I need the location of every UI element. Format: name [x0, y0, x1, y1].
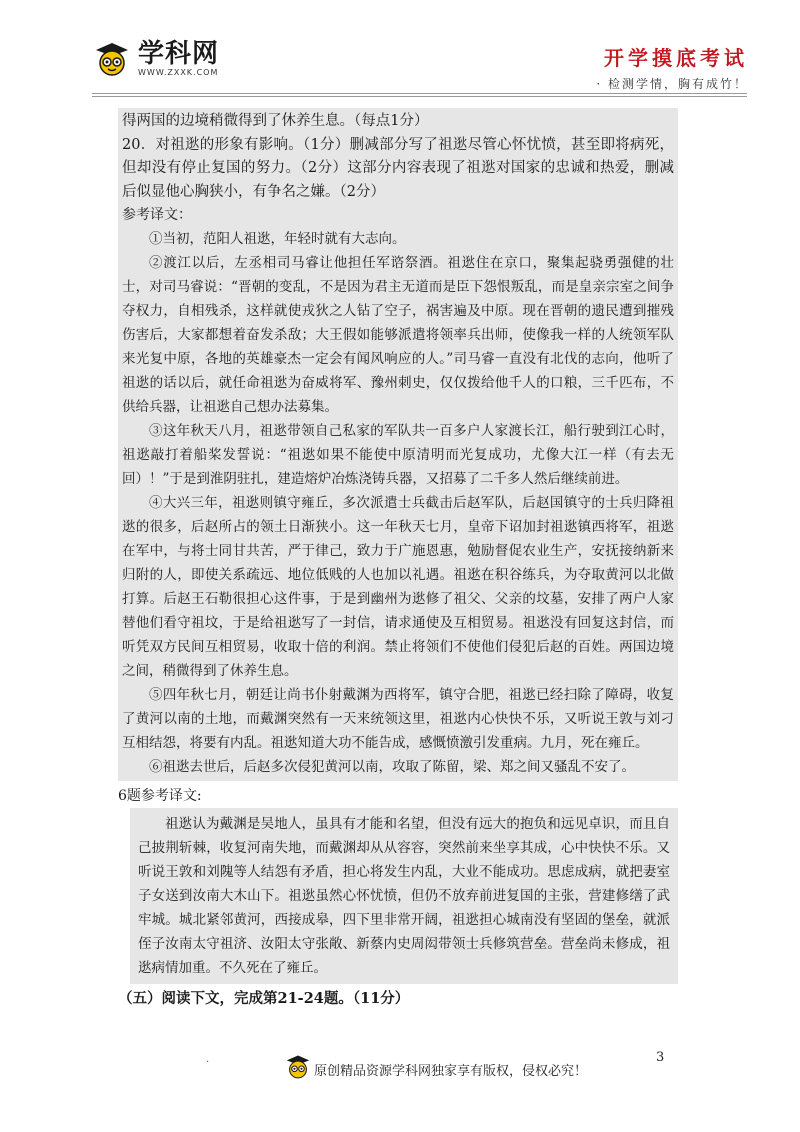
page-header	[0, 0, 800, 100]
copyright-notice: 原创精品资源学科网独家享有版权，侵权必究！	[314, 1064, 588, 1079]
question-6-translation-label: 6题参考译文:	[118, 788, 202, 804]
page-footer	[0, 1044, 800, 1084]
question-6-translation-block	[130, 808, 678, 984]
footer-dot: .	[206, 1054, 210, 1065]
mascot-icon	[284, 1052, 312, 1080]
header-divider	[92, 93, 747, 94]
translation-paragraph: ②渡江以后，左丞相司马睿让他担任军谘祭酒。祖逖住在京口，聚集起骁勇强健的壮士，对司马睿说：“晋朝的变乱，不是因为君主无道而是臣下怨恨叛乱，而是皇亲宗室之间争夺权力，自相残杀，这样就使戎狄之人钻了空子，祸害遍及中原。现在晋朝的遗民遭到摧残伤害后，大家都想着奋发杀敌；大王假如能够派遣将领率兵出师，使像我一样的人统领军队来光复中原，各地的英雄豪杰一定会有闻风响应的人。”司马睿一直没有北伐的志向，他听了祖逖的话以后，就任命祖逖为奋威将军、豫州刺史，仅仅拨给他千人的口粮，三千匹布，不供给兵器，让祖逖自己想办法募集。	[122, 255, 674, 415]
slogan-sub: · 检测学情，胸有成竹！	[596, 77, 748, 91]
translation-paragraph: ①当初，范阳人祖逖，年轻时就有大志向。	[149, 231, 406, 247]
document-body	[118, 108, 678, 1010]
reference-translation-label: 参考译文：	[122, 207, 192, 223]
translation-paragraph: ⑤四年秋七月，朝廷让尚书仆射戴渊为西将军，镇守合肥，祖逖已经扫除了障碍，收复了黄河以南的土地，而戴渊突然有一天来统领这里，祖逖内心快快不乐，又听说王敦与刘刁互相结怨，将要有内乱。祖逖知道大功不能告成，感慨愤激引发重病。九月，死在雍丘。	[122, 687, 674, 751]
section-5-title: （五）阅读下文，完成第21-24题。（11分）	[118, 990, 410, 1007]
site-logo[interactable]	[92, 38, 219, 78]
slogan-main: 开学摸底考试	[604, 46, 748, 70]
answer-line: 得两国的边境稍微得到了休养生息。（每点1分）	[122, 113, 429, 129]
translation-paragraph: ④大兴三年，祖逖则镇守雍丘，多次派遣士兵截击后赵军队，后赵国镇守的士兵归降祖逖的很多，后赵所占的领土日渐狭小。这一年秋天七月，皇帝下诏加封祖逖镇西将军，祖逖在军中，与将士同甘共苦，严于律己，致力于广施恩惠，勉励督促农业生产，安抚接纳新来归附的人，即使关系疏远、地位低贱的人也加以礼遇。祖逖在积谷练兵，为夺取黄河以北做打算。后赵王石勒很担心这件事，于是到幽州为逖修了祖父、父亲的坟墓，安排了两户人家替他们看守祖坟，于是给祖逖写了一封信，请求通使及互相贸易。祖逖没有回复这封信，而听凭双方民间互相贸易，收取十倍的利润。禁止将领们不使他们侵犯后赵的百姓。两国边境之间，稍微得到了休养生息。	[122, 495, 674, 679]
logo-url: WWW.ZXXK.COM	[138, 67, 219, 77]
header-divider-2	[92, 96, 747, 97]
question-20-answer: 20．对祖逖的形象有影响。（1分）删减部分写了祖逖尽管心怀忧愤，甚至即将病死，但却没有停止复国的努力。（2分）这部分内容表现了祖逖对国家的忠诚和热爱，删减后似显他心胸狭小，有争名之嫌。（2分）	[122, 136, 674, 200]
logo-text: 学科网	[138, 38, 220, 69]
page-number: 3	[656, 1050, 665, 1065]
mascot-icon	[92, 38, 132, 78]
translation-paragraph: ⑥祖逖去世后，后赵多次侵犯黄河以南，攻取了陈留，梁、郑之间又骚乱不安了。	[149, 759, 635, 775]
slogan	[596, 42, 748, 92]
translation-paragraph: ③这年秋天八月，祖逖带领自己私家的军队共一百多户人家渡长江，船行驶到江心时，祖逖敲打着船桨发誓说：“祖逖如果不能使中原清明而光复成功，尤像大江一样（有去无回）！”于是到淮阴驻扎，建造熔炉冶炼浇铸兵器，又招募了二千多人然后继续前进。	[122, 423, 674, 487]
question-6-translation: 祖逖认为戴渊是吴地人，虽具有才能和名望，但没有远大的抱负和远见卓识，而且自己披荆斩棘，收复河南失地，而戴渊却从从容容，突然前来坐享其成，心中快快不乐。又听说王敦和刘隗等人结怨有矛盾，担心将发生内乱，大业不能成功。思虑成病，就把妻室子女送到汝南大木山下。祖逖虽然心怀忧愤，但仍不放弃前进复国的主张，营建修缮了武牢城。城北紧邻黄河，西接成皋，四下里非常开阔，祖逖担心城南没有坚固的堡垒，就派侄子汝南太守祖济、汝阳太守张敞、新蔡内史周闳带领士兵修筑营垒。营垒尚未修成，祖逖病情加重。不久死在了雍丘。	[138, 816, 670, 976]
answer-block	[118, 108, 678, 781]
